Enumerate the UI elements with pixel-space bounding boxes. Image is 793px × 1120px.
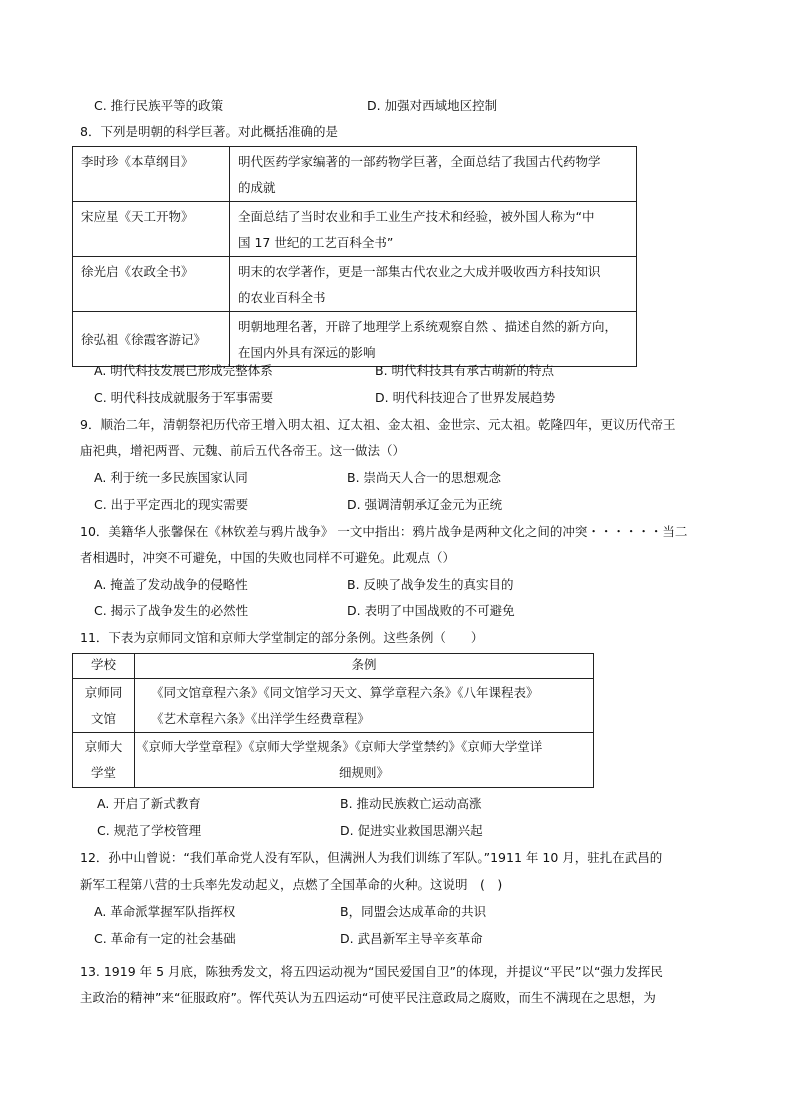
q11-option-a[interactable]: A. 开启了新式教育 [97,796,201,811]
q8-book-4: 徐弘祖《徐霞客游记》 [81,332,207,347]
q10-option-b[interactable]: B. 反映了战争发生的真实目的 [347,577,514,592]
q9-option-a[interactable]: A. 利于统一多民族国家认同 [94,470,248,485]
q11-rules-cell [135,733,594,788]
q7-option-c[interactable]: C. 推行民族平等的政策 [94,98,224,113]
q8-book-cell [73,202,230,257]
q11-row2-school-line-2: 学堂 [90,765,116,780]
q11-option-c[interactable]: C. 规范了学校管理 [97,823,202,838]
q11-header-school: 学校 [90,657,116,672]
table-row [73,312,637,367]
q8-option-d[interactable]: D. 明代科技迎合了世界发展趋势 [375,390,556,405]
q8-option-c[interactable]: C. 明代科技成就服务于军事需要 [94,390,274,405]
q7-option-d[interactable]: D. 加强对西域地区控制 [367,98,498,113]
table-row [73,202,637,257]
q10-stem-line-1: 10．美籍华人张馨保在《林钦差与鸦片战争》 一文中指出：鸦片战争是两种文化之间的冲突・・・・・・当二 [80,524,688,539]
q11-option-d[interactable]: D. 促进实业救国思潮兴起 [340,823,483,838]
q8-desc-cell [230,202,637,257]
q11-header-rules: 条例 [351,657,377,672]
q8-book-2: 宋应星《天工开物》 [81,209,194,224]
table-row [73,147,637,202]
q9-stem-line-2: 庙祀典，增祀两晋、元魏、前后五代各帝王。这一做法（） [80,443,406,458]
q9-option-c[interactable]: C. 出于平定西北的现实需要 [94,497,249,512]
q8-desc-4-line-1: 明朝地理名著，开辟了地理学上系统观察自然 、描述自然的新方向， [238,319,617,334]
q12-stem-line-1: 12．孙中山曾说：“我们革命党人没有军队，但满洲人为我们训练了军队。”1911 年 10 月，驻扎在武昌的 [80,850,663,865]
q9-stem-line-1: 9．顺治二年，清朝祭祀历代帝王增入明太祖、辽太祖、金太祖、金世宗、元太祖。乾隆四年，更议历代帝王 [80,417,676,432]
q11-row2-rules-line-2: 细规则》 [338,765,389,780]
q10-option-a[interactable]: A. 掩盖了发动战争的侵略性 [94,577,248,592]
q9-option-b[interactable]: B. 崇尚天人合一的思想观念 [347,470,502,485]
q11-stem: 11．下表为京师同文馆和京师大学堂制定的部分条例。这些条例（ ） [80,630,484,645]
q12-option-d[interactable]: D. 武昌新军主导辛亥革命 [340,931,483,946]
q10-option-c[interactable]: C. 揭示了战争发生的必然性 [94,603,249,618]
q8-option-b[interactable]: B. 明代科技具有承古萌新的特点 [375,363,555,378]
q13-stem-line-2: 主政治的精神”来“征服政府”。恽代英认为五四运动“可使平民注意政局之腐败，而生不满现在之思想，为 [80,990,656,1005]
q8-book-3: 徐光启《农政全书》 [81,264,194,279]
q8-desc-1-line-2: 的成就 [238,180,276,195]
q11-header-rules-cell [135,654,594,679]
q12-option-c[interactable]: C. 革命有一定的社会基础 [94,931,236,946]
q13-stem-line-1: 13. 1919 年 5 月底，陈独秀发文，将五四运动视为“国民爱国自卫”的体现，并提议“平民”以“强力发挥民 [80,964,663,979]
q8-desc-3-line-2: 的农业百科全书 [238,290,326,305]
q11-row2-rules-line-1: 《京师大学堂章程》《京师大学堂规条》《京师大学堂禁约》《京师大学堂详 [136,739,543,754]
q11-option-b[interactable]: B. 推动民族救亡运动高涨 [340,796,482,811]
q12-option-a[interactable]: A. 革命派掌握军队指挥权 [94,904,236,919]
q8-option-a[interactable]: A. 明代科技发展已形成完整体系 [94,363,273,378]
q11-school-cell [73,733,135,788]
q11-header-school-cell [73,654,135,679]
q8-desc-cell [230,147,637,202]
table-row [73,257,637,312]
q8-book-cell [73,257,230,312]
q8-desc-2-line-1: 全面总结了当时农业和手工业生产技术和经验，被外国人称为“中 [238,209,595,224]
q8-desc-cell [230,257,637,312]
q11-row1-school-line-1: 京师同 [84,685,123,700]
q8-book-cell [73,312,230,367]
q11-table [72,653,594,788]
q12-option-b[interactable]: B，同盟会达成革命的共识 [340,904,487,919]
q8-stem: 8．下列是明朝的科学巨著。对此概括准确的是 [80,124,338,139]
q8-desc-2-line-2: 国 17 世纪的工艺百科全书” [238,235,394,250]
q10-stem-line-2: 者相遇时，冲突不可避免，中国的失败也同样不可避免。此观点（） [80,550,456,565]
q8-book-cell [73,147,230,202]
q11-row1-rules-line-1: 《同文馆章程六条》《同文馆学习天文、算学章程六条》《八年课程表》 [151,685,539,700]
q8-desc-3-line-1: 明末的农学著作，更是一部集古代农业之大成并吸收西方科技知识 [238,264,601,279]
q8-desc-cell [230,312,637,367]
q10-option-d[interactable]: D. 表明了中国战败的不可避免 [347,603,515,618]
q12-stem-line-2: 新军工程第八营的士兵率先发动起义，点燃了全国革命的火种。这说明 ( ) [80,877,503,892]
q11-row2-school-line-1: 京师大 [84,739,123,754]
q8-table [72,146,637,367]
q8-book-1: 李时珍《本草纲目》 [81,154,194,169]
table-row [73,679,594,733]
q9-option-d[interactable]: D. 强调清朝承辽金元为正统 [347,497,503,512]
q11-rules-cell [135,679,594,733]
q8-desc-4-line-2: 在国内外具有深远的影响 [238,345,376,360]
q11-row1-rules-line-2: 《艺术章程六条》《出洋学生经费章程》 [151,711,370,726]
q11-row1-school-line-2: 文馆 [90,711,116,726]
table-row [73,733,594,788]
q8-desc-1-line-1: 明代医药学家编著的一部药物学巨著，全面总结了我国古代药物学 [238,154,601,169]
q11-school-cell [73,679,135,733]
table-row [73,654,594,679]
